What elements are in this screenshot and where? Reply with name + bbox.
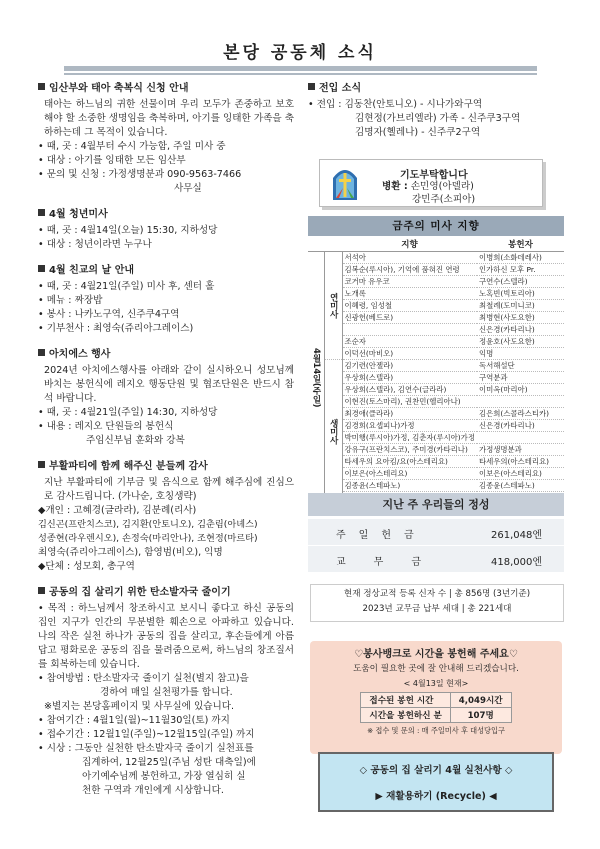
table-row xyxy=(308,372,564,384)
intention-cell: 강유구(프란치스코), 주미경(카타리나) xyxy=(342,444,477,456)
info-line: • 메뉴 : 짜장밥 xyxy=(38,295,103,306)
table-row xyxy=(308,480,564,492)
offerer-cell: 신은경(카타리나) xyxy=(477,420,564,432)
table-row xyxy=(308,300,564,312)
offerings-heading: 지난 주 우리들의 정성 xyxy=(308,493,564,516)
table-row xyxy=(308,312,564,324)
section-heading: 아치에스 행사 xyxy=(49,349,111,360)
mass-intentions-heading: 금주의 미사 지향 xyxy=(308,216,564,236)
column-header: 지향 xyxy=(342,237,477,252)
square-bullet-icon xyxy=(38,265,45,272)
section-body: • 목적 : 하느님께서 창조하시고 보시니 좋다고 하신 공동의 집인 지구가 인간의 무분별한 훼손으로 아파하고 있습니다. 나의 작은 실천 하나가 공동의 집을 살리고, 후손들에게 아름답고 평화로운 공동의 집을 물려줌으로써, 하느님의 창조질서를 회복하는데 있습니다. xyxy=(38,603,294,670)
square-bullet-icon xyxy=(308,83,315,90)
info-line: • 접수기간 : 12월1일(주일)~12월15일(주일) 까지 xyxy=(38,729,255,740)
table-row xyxy=(308,444,564,456)
volunteer-label: 접수된 봉헌 시간 xyxy=(361,693,450,708)
info-line: • 기부천사 : 최영숙(쥬리아그레이스) xyxy=(38,323,194,334)
donor-line: 김신곤(프란치스코), 김지환(안토니오), 김춘림(아녜스) xyxy=(38,519,258,530)
volunteer-label: 시간을 봉헌하신 분 xyxy=(361,708,450,723)
offerer-cell: 익명 xyxy=(477,348,564,360)
volunteer-value: 107명 xyxy=(450,708,511,723)
table-row xyxy=(308,348,564,360)
offerer-cell: 타세우의(아스테리요) xyxy=(477,456,564,468)
intention-cell: 이덕선(마비오) xyxy=(342,348,477,360)
info-line: • 대상 : 청년이라면 누구나 xyxy=(38,239,152,250)
table-row xyxy=(308,384,564,396)
offerer-cell: 노혹빈(빅토리아) xyxy=(477,288,564,300)
volunteer-note: ※ 접수 및 문의 : 매 주일미사 후 대성당입구 xyxy=(367,726,505,735)
square-bullet-icon xyxy=(38,461,45,468)
intention-cell: 노개록 xyxy=(342,288,477,300)
info-line: ※별지는 본당홈페이지 및 사무실에 있습니다. xyxy=(44,701,235,712)
intention-cell: 최경애(클라라) xyxy=(342,408,477,420)
title-divider xyxy=(64,66,537,71)
census-box xyxy=(310,584,564,622)
right-column xyxy=(308,82,563,140)
info-line: • 시상 : 그동안 실천한 탄소발자국 줄이기 실천표를 xyxy=(38,743,254,754)
offering-value: 418,000엔 xyxy=(490,557,542,568)
info-line: • 문의 및 신청 : 가정생명분과 090-9563-7466 xyxy=(38,169,242,180)
section-easter-thanks xyxy=(38,460,294,574)
offerer-cell: 구역분과 xyxy=(477,372,564,384)
offering-row xyxy=(308,546,564,572)
intention-cell: 이혜령, 임성철 xyxy=(342,300,477,312)
offerer-cell: 정윤호(사도요한) xyxy=(477,336,564,348)
section-heading: 4월 친교의 날 안내 xyxy=(49,265,135,276)
mass-intentions-table xyxy=(308,237,564,504)
intention-cell: 김복순(루시아), 기억에 품혀진 연령 xyxy=(342,264,477,276)
prayer-name: 강민주(소피아) xyxy=(412,194,476,205)
table-row xyxy=(308,276,564,288)
table-row xyxy=(308,264,564,276)
offering-label: 교무금 xyxy=(336,557,449,568)
practice-heading: ◇ 공동의 집 살리기 4월 실천사항 ◇ xyxy=(359,765,513,776)
offerer-cell: 최철례(도미니코) xyxy=(477,300,564,312)
offerer-cell: 이보은(아스테리요) xyxy=(477,468,564,480)
intention-cell xyxy=(342,324,477,336)
square-bullet-icon xyxy=(38,587,45,594)
section-move-in xyxy=(308,82,563,140)
section-heading: 임산부와 태아 축복식 신청 안내 xyxy=(49,83,189,94)
info-line: • 봉사 : 나카노구역, 신주쿠4구역 xyxy=(38,309,180,320)
prayer-name: 손민영(아델라) xyxy=(410,181,474,192)
volunteer-date: < 4월13일 현재> xyxy=(403,679,469,688)
info-line: • 때, 곳 : 4월21일(주일) 미사 후, 센터 홀 xyxy=(38,281,215,292)
mass-type: 생미사 xyxy=(325,360,343,504)
section-heading: 4월 청년미사 xyxy=(49,209,108,220)
section-body: 2024년 아치에스행사를 아래와 같이 실시하오니 성모님께 바치는 봉헌식에 레지오 행동단원 및 협조단원은 반드시 참석 바랍니다. xyxy=(44,365,294,404)
prayer-heading: 기도부탁합니다 xyxy=(400,170,468,181)
prayer-label: 병환 : xyxy=(382,181,408,192)
info-line: 집계하여, 12월25일(주님 성탄 대축일)에 xyxy=(82,757,256,768)
donor-line: ◆개인 : 고혜경(글라라), 김분례(리사) xyxy=(38,505,197,516)
intention-cell: 김종윤(스테파노) xyxy=(342,480,477,492)
info-line: 사무실 xyxy=(174,183,202,194)
section-acies xyxy=(38,348,294,448)
info-line: • 때, 곳 : 4월부터 수시 가능함, 주일 미사 중 xyxy=(38,141,226,152)
table-row xyxy=(308,324,564,336)
intention-cell: 박미행(루시아)가정, 김춘자(루시아)가정 xyxy=(342,432,477,444)
offerer-cell xyxy=(477,432,564,444)
offerer-cell: 이미옥(마리아) xyxy=(477,384,564,396)
donor-line: 성종현(라우렌시오), 손정숙(마리안나), 조현정(마르타) xyxy=(38,533,258,544)
info-line: • 참여방법 : 탄소발자국 줄이기 실천(별지 참고)을 xyxy=(38,673,249,684)
square-bullet-icon xyxy=(38,209,45,216)
prayer-request-box xyxy=(319,159,543,207)
info-line: 김현정(가브리엘라) 가족 - 신주쿠3구역 xyxy=(355,113,521,124)
monthly-practice-box xyxy=(318,752,554,812)
table-row xyxy=(308,396,564,408)
info-line: • 대상 : 아기를 잉태한 모든 임산부 xyxy=(38,155,186,166)
mass-date: 4월14일(주일) xyxy=(308,252,325,504)
intention-cell: 타세우의 요아킴/요(아스테리요) xyxy=(342,456,477,468)
prayer-list xyxy=(382,180,475,206)
info-line: • 때, 곳 : 4월14일(오늘) 15:30, 지하성당 xyxy=(38,225,218,236)
offerer-cell: 신은경(카타리나) xyxy=(477,324,564,336)
table-row xyxy=(308,420,564,432)
offerer-cell: 구연수(스텔라) xyxy=(477,276,564,288)
offerer-cell: 인가하신 모후 Pr. xyxy=(477,264,564,276)
intention-cell: 코거마 유우코 xyxy=(342,276,477,288)
census-line: 현재 정상교적 등록 신자 수 | 총 856명 (3년기준) xyxy=(343,589,531,599)
stained-glass-cross-icon xyxy=(330,166,360,200)
offerer-cell xyxy=(477,396,564,408)
info-line: 아기예수님께 봉헌하고, 가장 열심히 실 xyxy=(82,771,246,782)
table-row xyxy=(308,252,564,264)
page-title: 본당 공동체 소식 xyxy=(223,43,377,63)
section-carbon-footprint xyxy=(38,586,294,798)
offering-row xyxy=(308,519,564,545)
offerer-cell: 김은희(스콜라스티카) xyxy=(477,408,564,420)
intention-cell: 조순자 xyxy=(342,336,477,348)
offerer-cell: 김종윤(스테파노) xyxy=(477,480,564,492)
mass-type: 연미사 xyxy=(325,252,343,360)
donor-line: 최영숙(쥬리아그레이스), 함영범(비오), 익명 xyxy=(38,547,223,558)
offerer-cell: 이병희(소화데레사) xyxy=(477,252,564,264)
info-line: • 내용 : 레지오 단원들의 봉헌식 xyxy=(38,421,174,432)
donor-line: ◆단체 : 성모회, 총구역 xyxy=(38,561,135,572)
info-line: 김명자(헬레나) - 신주쿠2구역 xyxy=(355,127,481,138)
table-row xyxy=(308,336,564,348)
title-divider-thin xyxy=(64,73,537,75)
intention-cell: 김경희(요셉피나)가정 xyxy=(342,420,477,432)
volunteer-value: 4,049시간 xyxy=(450,693,511,708)
offering-label: 주일헌금 xyxy=(336,530,427,541)
left-column xyxy=(38,82,294,798)
intention-cell: 우상희(스텔라), 김연수(글라라) xyxy=(342,384,477,396)
intention-cell: 우상희(스텔라) xyxy=(342,372,477,384)
column-header: 봉헌자 xyxy=(477,237,564,252)
table-row xyxy=(308,432,564,444)
section-fellowship-day xyxy=(38,264,294,336)
info-line: 경하여 매일 실천평가를 합니다. xyxy=(100,687,233,698)
table-row xyxy=(308,468,564,480)
square-bullet-icon xyxy=(38,349,45,356)
square-bullet-icon xyxy=(38,83,45,90)
table-row xyxy=(308,456,564,468)
intention-cell: 신광헌(베드로) xyxy=(342,312,477,324)
intention-cell: 서석아 xyxy=(342,252,477,264)
section-body: 지난 부활파티에 기부금 및 음식으로 함께 해주심에 진심으로 감사드립니다. (가나순, 호칭생략) xyxy=(44,477,294,502)
practice-item: ▶ 재활용하기 (Recycle) ◀ xyxy=(375,791,497,802)
volunteer-table xyxy=(360,692,511,723)
section-heading: 부활파티에 함께 해주신 분들께 감사 xyxy=(49,461,208,472)
section-heading: 전입 소식 xyxy=(319,83,362,94)
info-line: • 참여기간 : 4월1일(월)~11월30일(토) 까지 xyxy=(38,715,230,726)
offerer-cell: 최병현(사도요한) xyxy=(477,312,564,324)
intention-cell: 이현진(토스마리), 권찬민(헬리아나) xyxy=(342,396,477,408)
census-line: 2023년 교무금 납부 세대 | 총 221세대 xyxy=(362,604,512,614)
table-row xyxy=(308,288,564,300)
offerer-cell: 독서해설단 xyxy=(477,360,564,372)
volunteer-heading: ♡봉사뱅크로 시간을 봉헌해 주세요♡ xyxy=(354,649,518,660)
offering-value: 261,048엔 xyxy=(490,530,542,541)
info-line: 주임신부님 훈화와 강복 xyxy=(86,435,185,446)
intention-cell: 김기련(안젤라) xyxy=(342,360,477,372)
volunteer-bank-box xyxy=(310,641,562,754)
section-heading: 공동의 집 살리기 위한 탄소발자국 줄이기 xyxy=(49,587,231,598)
info-line: • 전입 : 김동찬(안토니오) - 시나가와구역 xyxy=(308,99,483,110)
section-youth-mass xyxy=(38,208,294,252)
table-row xyxy=(308,408,564,420)
info-line: • 때, 곳 : 4월21일(주일) 14:30, 지하성당 xyxy=(38,407,218,418)
section-blessing xyxy=(38,82,294,196)
info-line: 천한 구역과 개인에게 시상합니다. xyxy=(82,785,224,796)
offerer-cell: 가정생명분과 xyxy=(477,444,564,456)
volunteer-subtitle: 도움이 필요한 곳에 잘 안내해 드리겠습니다. xyxy=(353,664,519,674)
intention-cell: 이보은(아스테리요) xyxy=(342,468,477,480)
section-body: 태아는 하느님의 귀한 선물이며 우리 모두가 존중하고 보호해야 할 소중한 생명임을 축복하며, 아기를 잉태한 가족을 축하하는데 그 목적이 있습니다. xyxy=(44,99,294,138)
table-row xyxy=(308,360,564,372)
